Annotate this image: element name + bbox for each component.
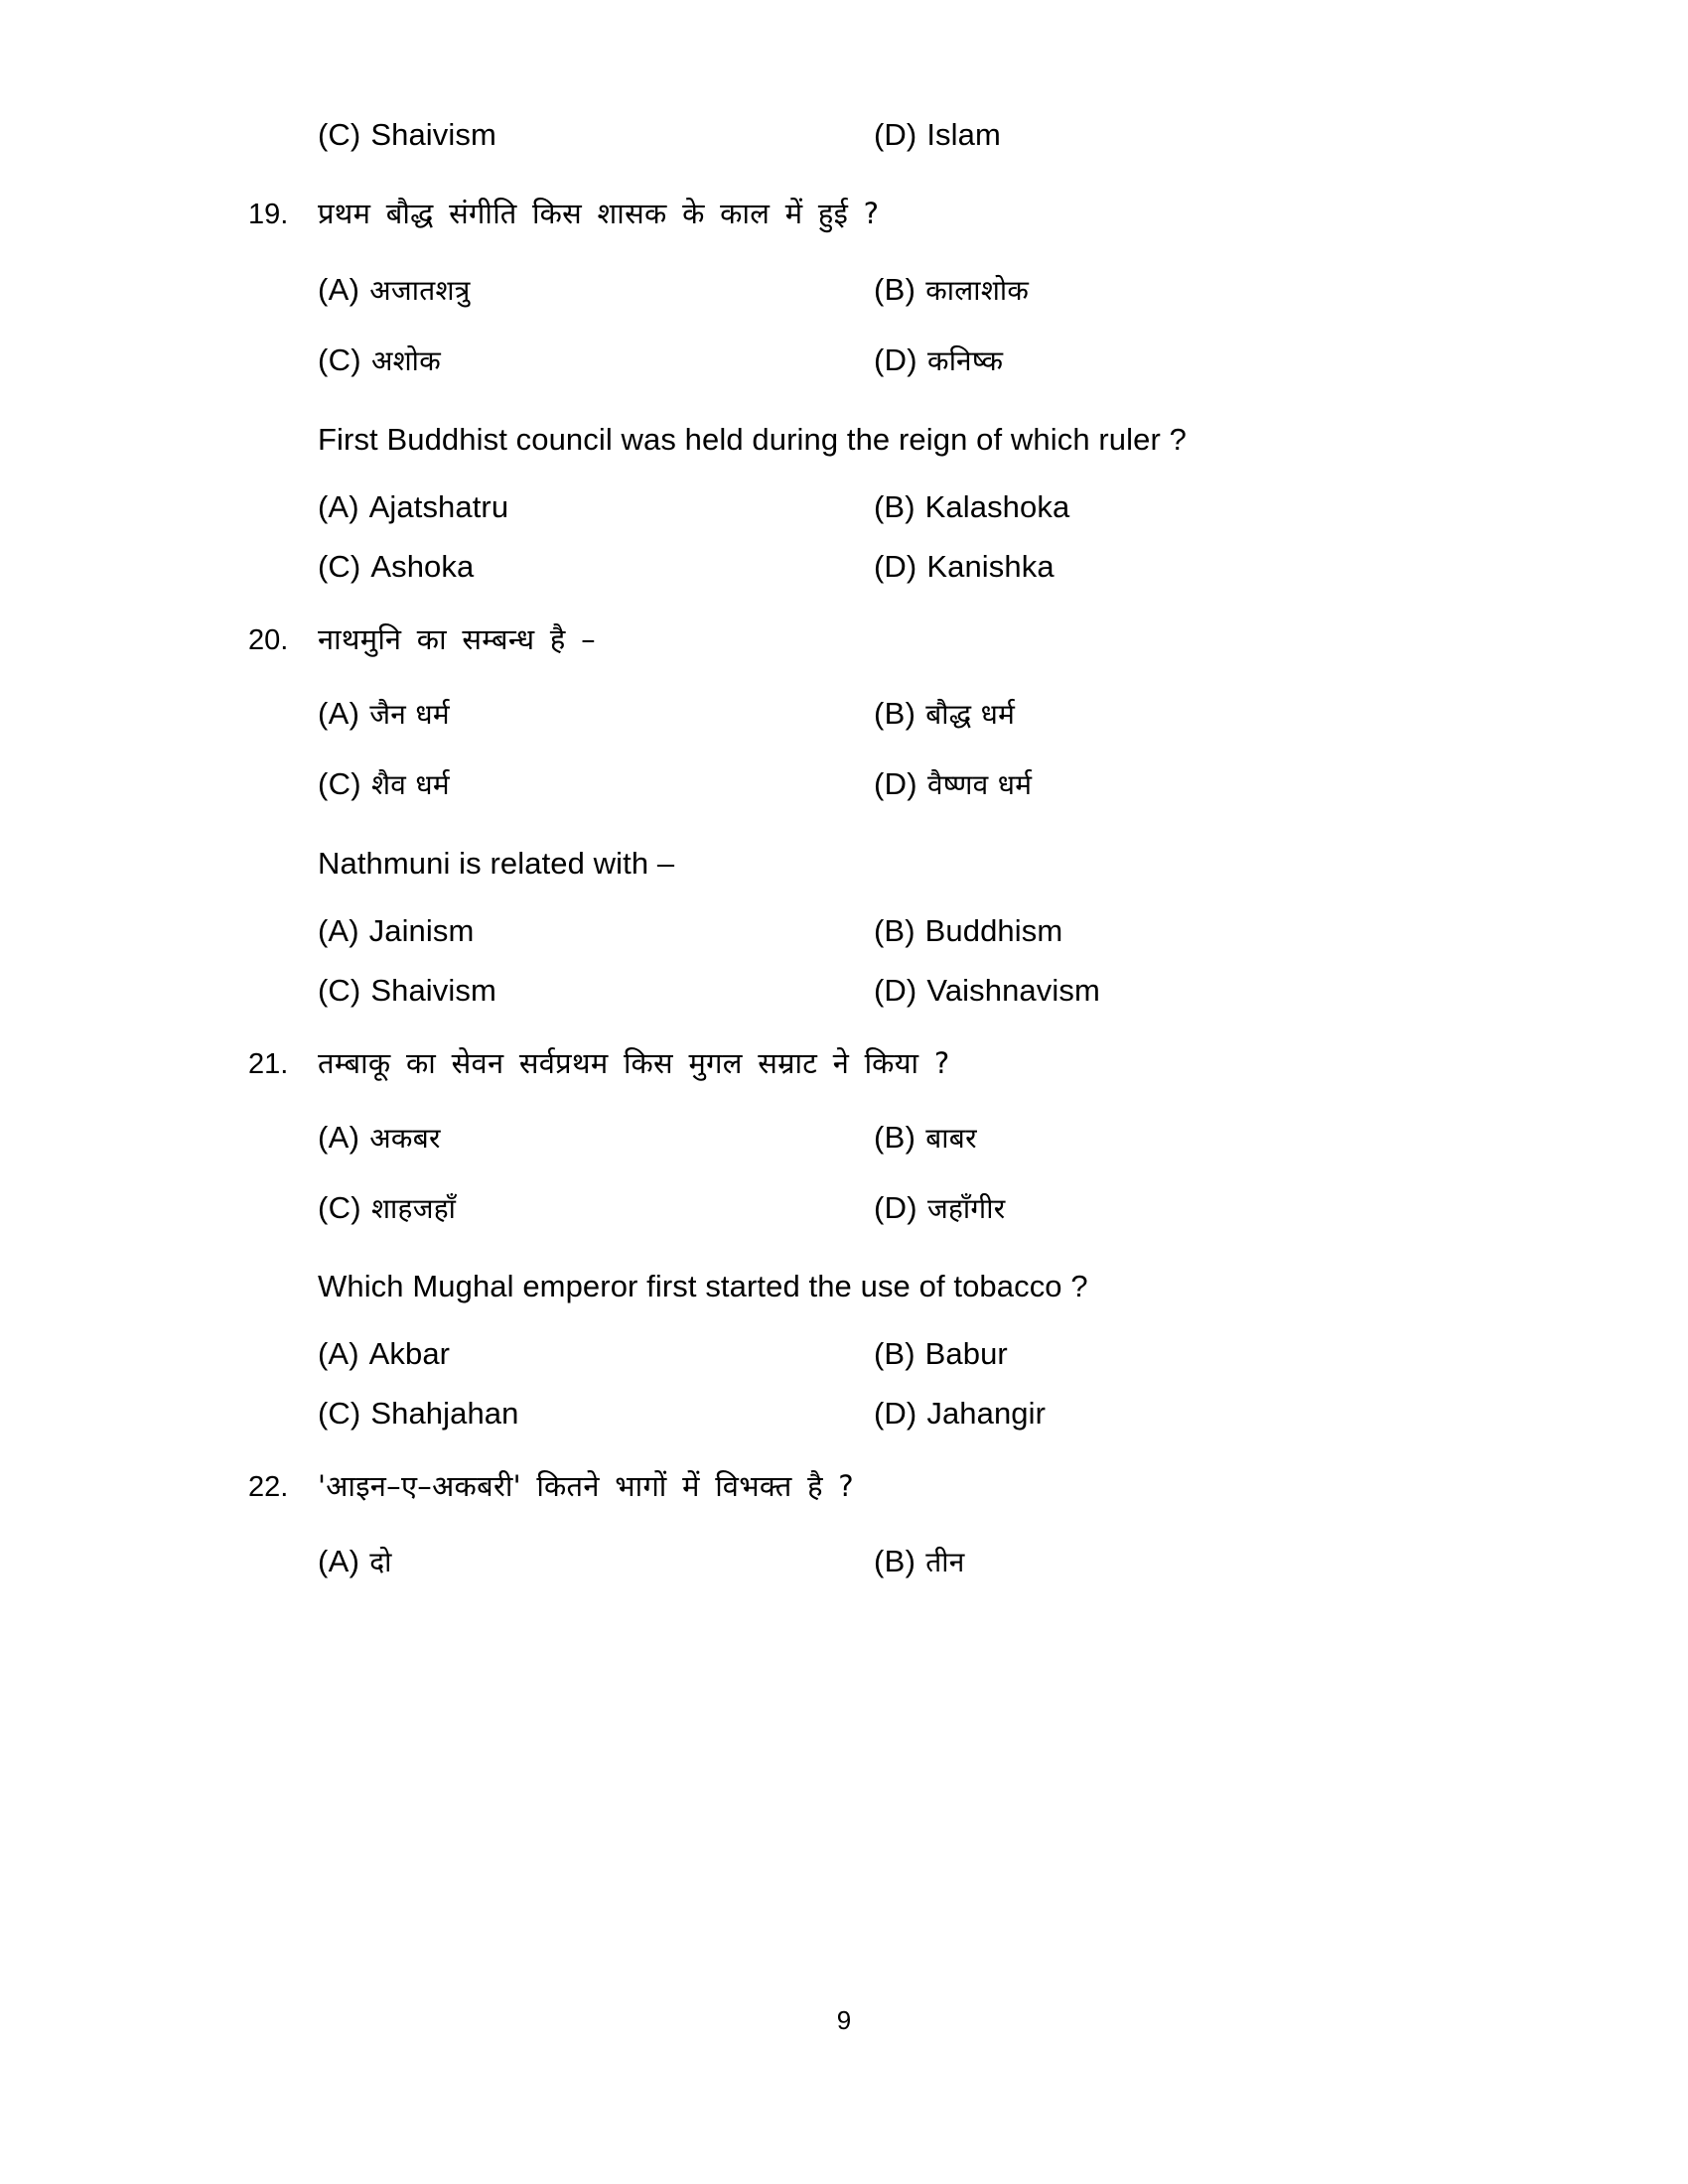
question-21-english-option-row-2 <box>248 1396 1420 1432</box>
question-20-english-option-b-text: Buddhism <box>924 912 1063 948</box>
question-21-english-option-row-1 <box>248 1336 1420 1372</box>
question-22-hindi-option-a[interactable] <box>318 1543 874 1581</box>
question-20-english-option-a[interactable] <box>318 912 874 948</box>
question-20-hindi-option-d-label: (D) <box>874 765 917 801</box>
question-21-hindi-option-row-1 <box>248 1119 1420 1158</box>
question-19-hindi-option-c-text: अशोक <box>370 344 442 377</box>
question-20-english-option-d[interactable] <box>874 972 1430 1008</box>
question-19-english-option-d-text: Kanishka <box>926 548 1055 584</box>
option-d-label: (D) <box>874 117 917 152</box>
question-21-english-option-c-label: (C) <box>318 1396 361 1432</box>
question-20-english-option-d-label: (D) <box>874 972 917 1008</box>
question-block-22 <box>248 1468 1420 1580</box>
question-21-english-option-c[interactable] <box>318 1396 874 1432</box>
question-21-hindi-option-row-2 <box>248 1189 1420 1228</box>
question-22-hindi-option-b-label: (B) <box>874 1543 916 1578</box>
question-21-hindi-option-b-text: बाबर <box>925 1121 977 1155</box>
question-20-english-stem: Nathmuni is related with – <box>318 845 675 881</box>
question-20-hindi-option-d[interactable] <box>874 765 1430 804</box>
question-22-hindi-stem-line <box>248 1468 1420 1504</box>
question-19-hindi-option-a-label: (A) <box>318 272 360 308</box>
question-20-english-option-b-label: (B) <box>874 912 915 948</box>
question-21-hindi-option-d-label: (D) <box>874 1189 917 1225</box>
question-22-number: 22. <box>248 1471 289 1504</box>
question-19-number: 19. <box>248 199 289 230</box>
question-20-hindi-option-b[interactable] <box>874 695 1430 734</box>
question-20-hindi-option-row-2 <box>248 765 1420 804</box>
option-c-text: Shaivism <box>370 117 496 152</box>
question-21-hindi-option-d-text: जहाँगीर <box>926 1191 1006 1225</box>
question-20-hindi-stem: नाथमुनि का सम्बन्ध है – <box>318 621 596 656</box>
question-21-hindi-option-c-label: (C) <box>318 1189 361 1225</box>
carryover-option-row <box>248 119 1420 150</box>
question-19-hindi-option-b-text: कालाशोक <box>925 274 1030 308</box>
question-20-hindi-option-a-label: (A) <box>318 696 360 731</box>
question-20-english-option-a-text: Jainism <box>368 912 475 948</box>
question-21-hindi-option-d[interactable] <box>874 1189 1430 1228</box>
question-22-hindi-stem: 'आइन–ए–अकबरी' कितने भागों में विभक्त है ? <box>318 1469 854 1504</box>
question-19-english-option-c-text: Ashoka <box>370 548 475 584</box>
question-20-hindi-option-c-text: शैव धर्म <box>370 767 450 801</box>
question-19-english-option-b-text: Kalashoka <box>924 488 1070 524</box>
question-21-hindi-option-a[interactable] <box>318 1119 874 1158</box>
question-19-english-option-row-1 <box>248 488 1420 524</box>
question-19-english-option-a-label: (A) <box>318 488 359 524</box>
question-21-english-option-b-text: Babur <box>924 1336 1008 1372</box>
question-19-english-option-d[interactable] <box>874 548 1430 584</box>
question-20-english-option-row-2 <box>248 972 1420 1008</box>
question-20-english-option-d-text: Vaishnavism <box>926 972 1100 1008</box>
question-20-hindi-option-a[interactable] <box>318 695 874 734</box>
question-21-english-option-a-label: (A) <box>318 1336 359 1372</box>
question-21-hindi-stem: तम्बाकू का सेवन सर्वप्रथम किस मुगल सम्राट ने किया ? <box>318 1045 950 1080</box>
question-21-hindi-option-b-label: (B) <box>874 1119 916 1155</box>
question-20-hindi-option-c[interactable] <box>318 765 874 804</box>
question-20-english-option-row-1 <box>248 912 1420 948</box>
question-21-number: 21. <box>248 1047 289 1080</box>
question-19-hindi-option-b-label: (B) <box>874 272 916 308</box>
question-21-english-option-b[interactable] <box>874 1336 1430 1372</box>
question-19-english-option-a[interactable] <box>318 488 874 524</box>
question-21-english-option-d-label: (D) <box>874 1396 917 1432</box>
question-20-english-option-b[interactable] <box>874 912 1430 948</box>
question-22-hindi-option-a-text: दो <box>369 1545 392 1578</box>
question-20-hindi-option-a-text: जैन धर्म <box>369 698 450 731</box>
question-19-english-option-c[interactable] <box>318 548 874 584</box>
question-22-hindi-option-b-text: तीन <box>925 1545 965 1578</box>
question-21-hindi-option-a-text: अकबर <box>369 1121 441 1155</box>
question-21-hindi-option-c-text: शाहजहाँ <box>370 1191 457 1225</box>
question-19-english-option-d-label: (D) <box>874 548 917 584</box>
question-19-english-option-c-label: (C) <box>318 548 361 584</box>
page-number: 9 <box>836 2005 852 2035</box>
question-21-english-option-c-text: Shahjahan <box>370 1396 519 1432</box>
question-19-hindi-stem: प्रथम बौद्ध संगीति किस शासक के काल में हुई ? <box>318 197 880 230</box>
question-19-english-option-a-text: Ajatshatru <box>368 488 509 524</box>
question-21-english-stem: Which Mughal emperor first started the use of tobacco ? <box>318 1269 1088 1304</box>
question-20-hindi-stem-line <box>248 621 1420 657</box>
question-21-hindi-option-c[interactable] <box>318 1189 874 1228</box>
question-19-english-stem: First Buddhist council was held during the reign of which ruler ? <box>318 421 1187 457</box>
question-21-english-option-d[interactable] <box>874 1396 1430 1432</box>
question-21-english-option-d-text: Jahangir <box>926 1396 1047 1432</box>
question-20-english-option-a-label: (A) <box>318 912 359 948</box>
question-22-hindi-option-row-1 <box>248 1543 1420 1581</box>
question-20-english-option-c[interactable] <box>318 972 874 1008</box>
question-19-english-option-b-label: (B) <box>874 488 915 524</box>
question-19-hindi-option-a[interactable] <box>318 271 874 310</box>
question-21-english-option-a[interactable] <box>318 1336 874 1372</box>
question-19-hindi-option-row-1 <box>248 271 1420 310</box>
question-22-hindi-option-b[interactable] <box>874 1543 1430 1581</box>
question-21-hindi-option-b[interactable] <box>874 1119 1430 1158</box>
question-20-hindi-option-b-label: (B) <box>874 696 916 731</box>
question-20-english-option-c-text: Shaivism <box>370 972 496 1008</box>
question-19-english-option-row-2 <box>248 548 1420 584</box>
question-19-hindi-option-c-label: (C) <box>318 342 361 377</box>
question-20-hindi-option-c-label: (C) <box>318 765 361 801</box>
question-block-19 <box>248 196 1420 582</box>
question-19-hindi-option-b[interactable] <box>874 271 1430 310</box>
question-block-20 <box>248 621 1420 1006</box>
question-22-hindi-option-a-label: (A) <box>318 1543 360 1578</box>
question-19-hindi-option-d[interactable] <box>874 341 1430 380</box>
question-19-hindi-option-d-text: कनिष्क <box>926 344 1004 377</box>
option-d[interactable] <box>874 119 1430 150</box>
question-21-english-option-a-text: Akbar <box>368 1336 451 1372</box>
question-20-english-option-c-label: (C) <box>318 972 361 1008</box>
question-19-hindi-option-row-2 <box>248 341 1420 380</box>
page-content <box>248 119 1420 1580</box>
option-d-text: Islam <box>926 117 1001 152</box>
question-block-21 <box>248 1045 1420 1430</box>
question-21-english-option-b-label: (B) <box>874 1336 915 1372</box>
question-20-number: 20. <box>248 623 289 656</box>
question-19-hindi-option-c[interactable] <box>318 341 874 380</box>
question-21-hindi-stem-line <box>248 1045 1420 1081</box>
option-c[interactable] <box>318 119 874 150</box>
question-19-hindi-option-d-label: (D) <box>874 342 917 377</box>
question-20-hindi-option-d-text: वैष्णव धर्म <box>926 767 1033 801</box>
question-20-hindi-option-b-text: बौद्ध धर्म <box>925 698 1016 731</box>
question-19-hindi-stem-line <box>248 196 1420 231</box>
question-19-english-option-b[interactable] <box>874 488 1430 524</box>
option-c-label: (C) <box>318 117 361 152</box>
question-21-hindi-option-a-label: (A) <box>318 1119 360 1155</box>
question-19-hindi-option-a-text: अजातशत्रु <box>369 274 471 308</box>
question-20-hindi-option-row-1 <box>248 695 1420 734</box>
